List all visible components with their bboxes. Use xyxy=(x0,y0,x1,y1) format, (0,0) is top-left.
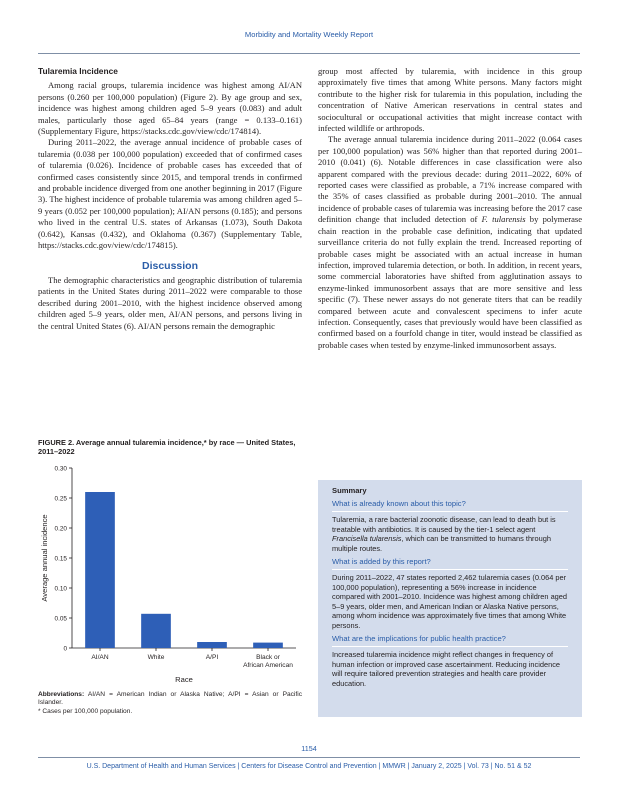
paragraph-demographics: The demographic characteristics and geographic distribution of tularemia patients in the United States during 2011–2022 were comparable to those described during 2001–2010, with the highest incidence observed among children aged 5–9 years, older men, AI/AN persons, and persons living in the central United States (6). AI/AN persons remain the demographic xyxy=(38,274,302,331)
figure-caption: FIGURE 2. Average annual tularemia incidence,* by race — United States, 2011–2022 xyxy=(38,438,296,456)
summary-answer-known-b: , which can be transmitted to humans through multiple routes. xyxy=(332,534,551,553)
bar-2 xyxy=(197,642,227,648)
left-column xyxy=(38,66,302,332)
summary-answer-known-a: Tularemia, a rare bacterial zoonotic disease, can lead to death but is treatable with antibiotics. It is caused by the tier-1 select agent xyxy=(332,515,556,534)
abbreviations-text: AI/AN = American Indian or Alaska Native; A/PI = Asian or Pacific Islander. xyxy=(38,691,302,707)
summary-question-known: What is already known about this topic? xyxy=(332,499,466,508)
y-tick-label: 0 xyxy=(63,645,67,653)
journal-header: Morbidity and Mortality Weekly Report xyxy=(244,30,374,39)
footer-rule xyxy=(38,757,580,758)
y-tick-label: 0.30 xyxy=(54,465,67,473)
y-tick-label: 0.20 xyxy=(54,525,67,533)
paragraph-continued: group most affected by tularemia, with incidence in this group approximately five times that among White persons. Many factors might contribute to the higher risk for tularemia in this population, including the concentration of Native American reservations in central states and sociocultural or occupational activities that might increase contact with infected wildlife or arthropods. xyxy=(318,66,582,134)
summary-divider xyxy=(332,569,568,570)
paragraph-average-incidence xyxy=(318,134,582,351)
summary-species-name: Francisella tularensis xyxy=(332,534,402,543)
x-axis-label: Race xyxy=(175,675,193,684)
y-tick-label: 0.15 xyxy=(54,555,67,563)
y-tick-label: 0.10 xyxy=(54,585,67,593)
summary-divider xyxy=(332,511,568,512)
paragraph-text-b: by polymerase chain reaction in the probable case definition, indicating that updated surveillance criteria do not fully explain the trend. Increased reporting of probable cases might be associated with an actual increase in human infection, improved tularemia detection, or both. In addition, in recent years, some commercial laboratories have shifted from agglutination assays to enzyme-linked immunosorbent assays that are more sensitive and less specific (7). These newer assays do not generate titers that can be readily compared between acute and convalescent specimens to infer acute infection. Consequently, cases that previously would have been classified as confirmed based on a fourfold change in titer, would instead be classified as probable cases when tested by enzyme-linked immunosorbent assays. xyxy=(318,214,582,350)
summary-answer-known xyxy=(332,515,568,553)
section-heading-discussion: Discussion xyxy=(141,259,199,272)
paragraph-racial-groups: Among racial groups, tularemia incidence was highest among AI/AN persons (0.260 per 100,000 population) (Figure 2). By age group and sex, incidence was highest among children aged 5–9 years (0.083) and adult males, particularly those aged 65–84 years (range = 0.133–0.161) (Supplementary Figure, https://stacks.cdc.gov/view/cdc/174814). xyxy=(38,80,302,137)
summary-question-added: What is added by this report? xyxy=(332,557,431,566)
summary-answer-added: During 2011–2022, 47 states reported 2,462 tularemia cases (0.064 per 100,000 population), representing a 56% increase in incidence compared with 2001–2010. Incidence was highest among children aged 5–9 years, older men, and American Indian or Alaska Native persons, among whom incidence was approximately five times that among White persons. xyxy=(332,573,568,630)
paragraph-text-a: The average annual tularemia incidence during 2011–2022 (0.064 cases per 100,000 population) was 56% higher than that reported during 2001–2010 (0.041) (6). Notable differences in case classification were also apparent compared with the previous decade: during 2011–2022, 60% of reported cases were classified as probable, a 71% increase compared with the 35% of cases classified as probable during 2001–2010. The annual incidence of probable cases of tularemia was increasing before the 2017 case definition change that included detection of xyxy=(318,134,582,225)
y-tick-label: 0.05 xyxy=(54,615,67,623)
header-rule xyxy=(38,53,580,54)
y-tick-label: 0.25 xyxy=(54,495,67,503)
summary-question-implications: What are the implications for public health practice? xyxy=(332,634,506,643)
page-number: 1154 xyxy=(301,744,317,753)
x-tick-label: African American xyxy=(243,662,293,669)
section-heading-incidence: Tularemia Incidence xyxy=(38,66,118,76)
abbreviations-label: Abbreviations: xyxy=(38,691,85,698)
bar-chart xyxy=(38,462,302,687)
footer-line: U.S. Department of Health and Human Services | Centers for Disease Control and Prevention | MMWR | January 2, 2025 | Vol. 73 | No. 51 & 52 xyxy=(86,763,532,770)
right-column xyxy=(318,66,582,351)
species-name: F. tularensis xyxy=(481,214,526,225)
bar-0 xyxy=(85,492,115,648)
y-axis-label: Average annual incidence xyxy=(40,514,49,602)
bar-1 xyxy=(141,614,171,648)
x-tick-label: Black or xyxy=(256,654,280,661)
x-tick-label: A/PI xyxy=(205,654,219,661)
summary-answer-implications: Increased tularemia incidence might reflect changes in frequency of human infection or improved case ascertainment. Reducing incidence will require tailored prevention strategies and health care provider education. xyxy=(332,650,561,688)
figure-footnote: * Cases per 100,000 population. xyxy=(38,707,133,715)
summary-box xyxy=(318,480,582,717)
paragraph-probable-cases: During 2011–2022, the average annual incidence of probable cases of tularemia (0.038 per 100,000 population) exceeded that of confirmed cases of tularemia (0.026). Incidence of probable cases has exceeded that of confirmed cases consistently since 2015, and temporal trends in confirmed and probable incidence diverged from one another beginning in 2017 (Figure 3). The highest incidence of probable tularemia was among children aged 5–9 years (0.052 per 100,000 population); AI/AN persons (0.185); and persons who lived in the central U.S. states of Arkansas (1.073), South Dakota (0.642), Kansas (0.432), and Oklahoma (0.367) (Supplementary Table, https://stacks.cdc.gov/view/cdc/174815). xyxy=(38,137,302,251)
summary-divider xyxy=(332,646,568,647)
figure-notes xyxy=(38,691,302,716)
x-tick-label: White xyxy=(147,654,165,661)
x-tick-label: AI/AN xyxy=(91,654,109,661)
bar-3 xyxy=(253,643,283,648)
abbreviations xyxy=(38,691,302,708)
summary-title: Summary xyxy=(332,486,367,495)
